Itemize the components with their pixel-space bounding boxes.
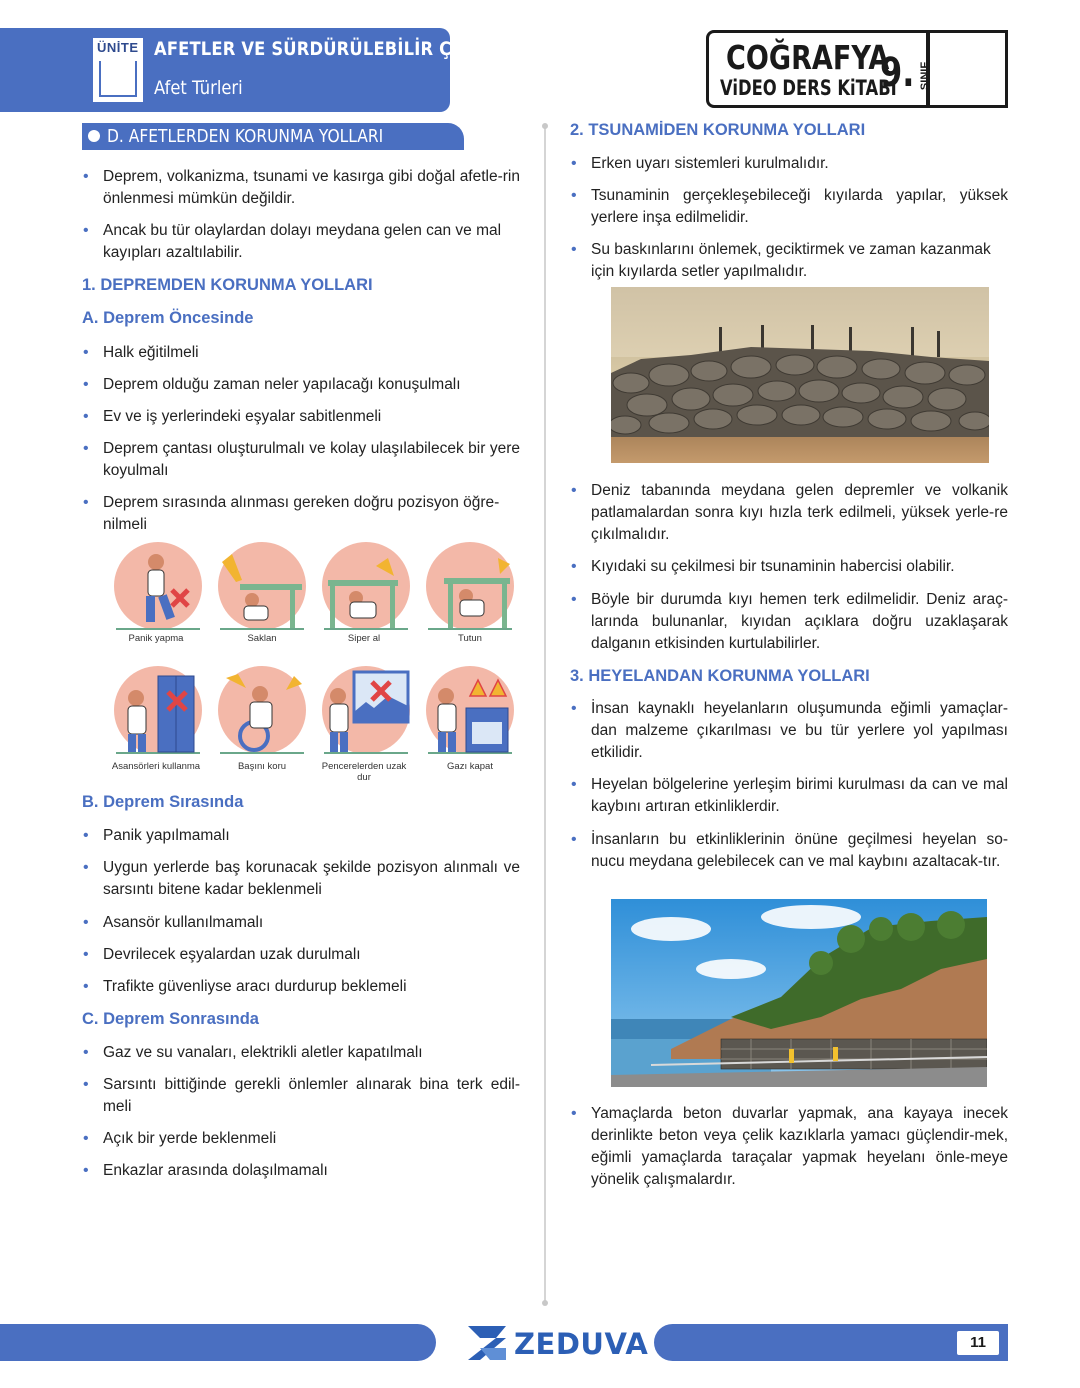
list-item: • Asansör kullanılmamalı xyxy=(83,914,264,931)
heading-earthquake: 1. DEPREMDEN KORUNMA YOLLARI xyxy=(82,276,373,294)
heading-tsunami: 2. TSUNAMİDEN KORUNMA YOLLARI xyxy=(570,121,866,139)
heading-landslide: 3. HEYELANDAN KORUNMA YOLLARI xyxy=(570,667,870,685)
brand-title: COĞRAFYA xyxy=(726,38,890,77)
list-item: • Enkazlar arasında dolaşılmamalı xyxy=(83,1162,328,1179)
heading-before: A. Deprem Öncesinde xyxy=(82,309,254,327)
heading-after: C. Deprem Sonrasında xyxy=(82,1010,259,1028)
caption-gas: Gazı kapat xyxy=(447,761,493,772)
caption-take-cover: Siper al xyxy=(347,633,381,644)
list-item: • Deniz tabanında meydana gelen depremler ve volkanik patlamalardan sonra kıyı hızla terk edilmeli, yüksek yerle-re çıkılmalıdır. xyxy=(571,482,1008,543)
list-item: • Deprem sırasında alınması gereken doğru pozisyon öğre-nilmeli xyxy=(83,494,500,533)
earthquake-safety-illustrations xyxy=(106,540,526,776)
list-item: • Halk eğitilmeli xyxy=(83,344,199,361)
list-item: • İnsan kaynaklı heyelanların oluşumunda eğimli yamaçlar-dan malzeme çıkarılması ve bu tür yerlere yol yapılması etkilidir. xyxy=(571,700,1008,761)
list-item: • Trafikte güvenliyse aracı durdurup beklemeli xyxy=(83,978,407,995)
elevator-illustration xyxy=(114,666,202,754)
heading-during: B. Deprem Sırasında xyxy=(82,793,244,811)
windows-illustration xyxy=(322,666,410,754)
panic-illustration xyxy=(114,542,202,630)
protect-head-illustration xyxy=(218,666,306,754)
caption-hide: Saklan xyxy=(247,633,277,644)
take-cover-illustration xyxy=(322,542,410,630)
list-item: • Tsunaminin gerçekleşebileceği kıyılarda yapılar, yüksek yerlere inşa edilmelidir. xyxy=(571,187,1008,226)
seawall-photo xyxy=(611,287,989,463)
gas-illustration xyxy=(426,666,514,754)
caption-elevator: Asansörleri kullanma xyxy=(111,761,201,772)
caption-windows: Pencerelerden uzak dur xyxy=(321,761,407,783)
zeduva-logo-text: ZEDUVA xyxy=(514,1327,649,1361)
caption-panic: Panik yapma xyxy=(128,633,184,644)
list-item: • Devrilecek eşyalardan uzak durulmalı xyxy=(83,946,361,963)
list-item: • Böyle bir durumda kıyı hemen terk edilmelidir. Deniz araç-larında bulunanlar, kıyıdan açıklara doğru uzaklaşarak dalganın etkisinden kurtulabilirler. xyxy=(571,591,1008,652)
caption-protect-head: Başını koru xyxy=(237,761,287,772)
bullet-icon: • xyxy=(83,168,89,185)
hold-on-illustration xyxy=(426,542,514,630)
page-number: 11 xyxy=(970,1334,986,1351)
list-item: • Açık bir yerde beklenmeli xyxy=(83,1130,277,1147)
grade-label: SINIF xyxy=(919,61,932,91)
footer-bar-left xyxy=(0,1324,436,1361)
bullet-icon: • xyxy=(83,222,89,239)
caption-hold-on: Tutun xyxy=(458,633,482,644)
list-item: • Heyelan bölgelerine yerleşim birimi kurulması da can ve mal kaybını artıran etkinliklerdir. xyxy=(571,776,1008,815)
unit-subtitle: Afet Türleri xyxy=(154,77,243,99)
list-item: • Erken uyarı sistemleri kurulmalıdır. xyxy=(571,155,829,172)
list-item: • İnsanların bu etkinliklerinin önüne geçilmesi heyelan so-nucu meydana gelebilecek can ve mal kaybını azaltacak-tır. xyxy=(571,831,1008,870)
list-item: • Ev ve iş yerlerindeki eşyalar sabitlenmeli xyxy=(83,408,382,425)
list-item: • Uygun yerlerde baş korunacak şekilde pozisyon alınmalı ve sarsıntı bitene kadar beklenmeli xyxy=(83,859,520,898)
section-title: D. AFETLERDEN KORUNMA YOLLARI xyxy=(107,126,384,147)
unit-label: ÜNİTE xyxy=(97,40,139,55)
retaining-wall-photo xyxy=(611,899,987,1087)
list-item: • Sarsıntı bittiğinde gerekli önlemler alınarak bina terk edil-meli xyxy=(83,1076,520,1115)
list-item: • Ancak bu tür olaylardan dolayı meydana gelen can ve mal kayıpları azaltılabilir. xyxy=(83,222,502,261)
hide-illustration xyxy=(218,542,306,630)
zeduva-logo-icon xyxy=(466,1324,510,1362)
footer-bar-right xyxy=(654,1324,1008,1361)
unit-title: AFETLER VE SÜRDÜRÜLEBİLİR ÇEVRE xyxy=(154,38,500,60)
list-item: • Yamaçlarda beton duvarlar yapmak, ana kayaya inecek derinlikte beton veya çelik kazıklarla yamacı güçlendir-mek, eğimli yamaçlarda taraçalar yapmak heyelanı önle-meye yönelik çalışmalardır. xyxy=(571,1105,1008,1188)
list-item: • Panik yapılmamalı xyxy=(83,827,230,844)
list-item: • Deprem olduğu zaman neler yapılacağı konuşulmalı xyxy=(83,376,461,393)
list-item: • Deprem, volkanizma, tsunami ve kasırga gibi doğal afetle-rin önlenmesi mümkün değildir. xyxy=(83,168,520,207)
list-item: • Deprem çantası oluşturulmalı ve kolay ulaşılabilecek bir yere koyulmalı xyxy=(83,440,520,479)
list-item: • Gaz ve su vanaları, elektrikli aletler kapatılmalı xyxy=(83,1044,423,1061)
section-bullet-icon xyxy=(88,130,100,142)
list-item: • Kıyıdaki su çekilmesi bir tsunaminin habercisi olabilir. xyxy=(571,558,955,575)
column-divider xyxy=(544,126,546,1302)
list-item: • Su baskınlarını önlemek, geciktirmek ve zaman kazanmak için kıyılarda setler yapılmalıdır. xyxy=(571,241,991,280)
brand-subtitle: ViDEO DERS KiTABI xyxy=(720,76,897,100)
grade-number: 9. xyxy=(880,50,915,96)
